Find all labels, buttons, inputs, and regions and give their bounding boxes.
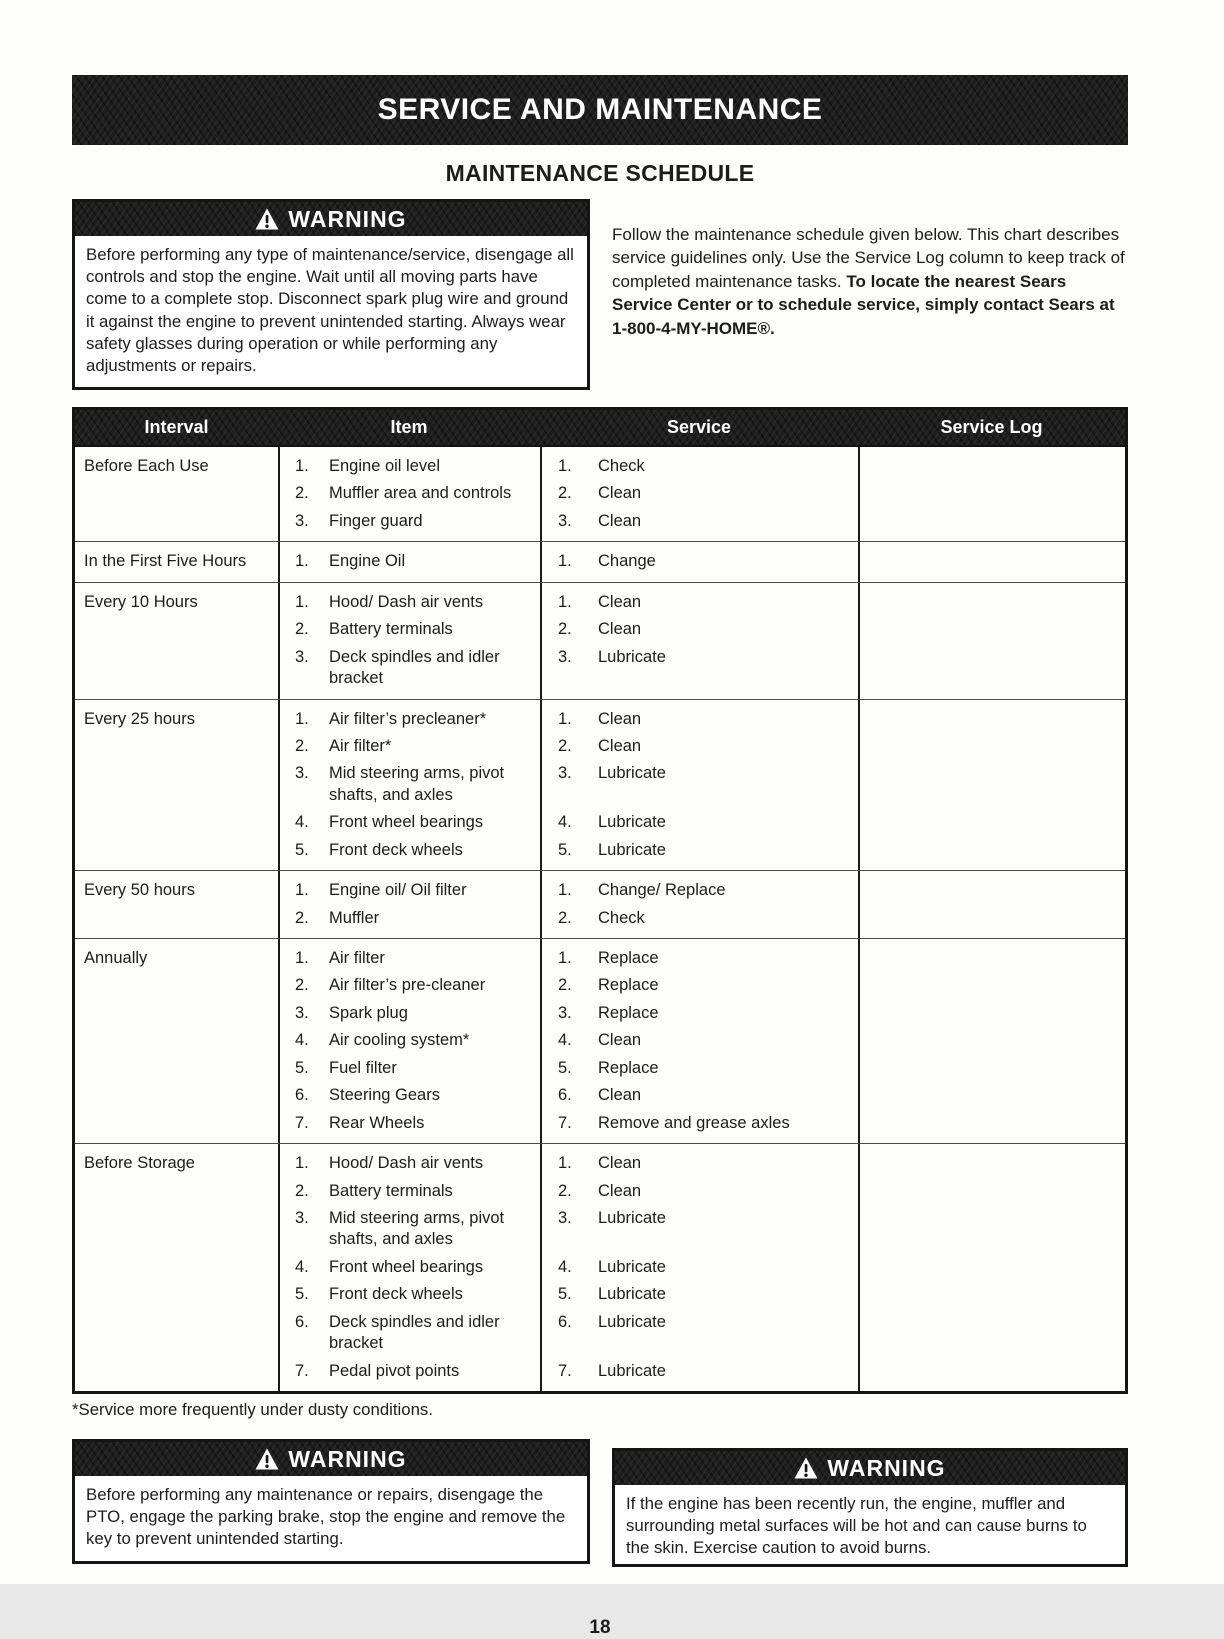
item-text: Finger guard [329,511,423,530]
service-number: 2. [558,1181,572,1200]
item-number: 3. [295,647,309,666]
service-entry [540,700,858,733]
page-number: 18 [589,1616,611,1638]
table-body [75,447,1125,1391]
service-number: 2. [558,484,572,503]
warning-header [75,1442,587,1476]
service-text: Lubricate [598,647,666,666]
warning-label: WARNING [288,1445,407,1472]
item-text: Battery terminals [329,1181,453,1200]
service-text: Check [598,457,645,476]
bottom-section [72,1439,1128,1567]
service-entry [540,1055,858,1082]
table-header-row [75,410,1125,447]
interval-cell: Before Each Use [84,457,209,476]
service-number: 6. [558,1086,572,1105]
service-number: 1. [558,881,572,900]
service-number: 3. [558,764,572,783]
service-entry [540,1027,858,1054]
warning-text: Before performing any maintenance or repairs, disengage the PTO, engage the parking brake, stop the engine and remove the key to prevent unintended starting. [86,1485,566,1549]
service-number: 2. [558,976,572,995]
service-text: Clean [598,709,642,728]
service-text: Clean [598,484,642,503]
service-entry [540,1178,858,1205]
item-entry [278,1110,540,1143]
service-text: Lubricate [598,1361,666,1380]
service-entry [540,644,858,699]
service-number: 1. [558,592,572,611]
service-entry [540,1205,858,1254]
item-text: Mid steering arms, pivot shafts, and axles [329,1208,505,1249]
warning-triangle-icon [255,1448,279,1470]
item-text: Front deck wheels [329,1285,463,1304]
service-number: 2. [558,736,572,755]
table-row [75,699,1125,871]
item-text: Rear Wheels [329,1113,425,1132]
service-entry [540,809,858,836]
item-number: 7. [295,1113,309,1132]
section-banner-title: SERVICE AND MAINTENANCE [377,93,823,126]
service-text: Clean [598,1154,642,1173]
item-number: 2. [295,736,309,755]
item-number: 6. [295,1086,309,1105]
item-entry [278,542,540,581]
service-text: Replace [598,1003,659,1022]
item-number: 1. [295,552,309,571]
service-entry [540,583,858,616]
service-number: 5. [558,1285,572,1304]
service-number: 2. [558,620,572,639]
item-entry [278,972,540,999]
page-content [72,0,1128,1639]
service-text: Replace [598,1058,659,1077]
item-text: Hood/ Dash air vents [329,592,484,611]
item-entry [278,809,540,836]
service-text: Lubricate [598,840,666,859]
service-entry [540,871,858,904]
item-entry [278,1358,540,1391]
service-entry [540,972,858,999]
item-entry [278,905,540,938]
warning-label: WARNING [288,205,407,232]
interval-cell: Every 10 Hours [84,592,198,611]
service-number: 5. [558,840,572,859]
item-number: 6. [295,1312,309,1331]
column-header-service: Service [666,417,732,438]
item-number: 4. [295,1257,309,1276]
item-text: Spark plug [329,1003,408,1022]
maintenance-schedule-table [72,407,1128,1394]
warning-header [75,202,587,236]
item-text: Pedal pivot points [329,1361,460,1380]
warning-header [615,1451,1125,1485]
warning-triangle-icon [255,208,279,230]
item-number: 3. [295,764,309,783]
service-entry [540,1254,858,1281]
item-text: Mid steering arms, pivot shafts, and axles [329,764,505,804]
service-text: Clean [598,620,642,639]
item-entry [278,1178,540,1205]
service-number: 1. [558,709,572,728]
intro-paragraph [612,199,1128,340]
service-text: Remove and grease axles [598,1113,790,1132]
service-number: 3. [558,511,572,530]
item-text: Battery terminals [329,620,453,639]
item-entry [278,700,540,733]
service-number: 4. [558,1031,572,1050]
interval-cell: Annually [84,949,148,968]
service-entry [540,760,858,809]
item-entry [278,1144,540,1177]
service-log-cell [858,939,1125,1143]
item-entry [278,1055,540,1082]
item-entry [278,1082,540,1109]
item-entry [278,616,540,643]
interval-cell: In the First Five Hours [84,552,247,571]
interval-cell: Every 25 hours [84,709,195,728]
service-entry [540,480,858,507]
column-header-interval: Interval [144,417,209,438]
service-text: Clean [598,1181,642,1200]
item-text: Muffler [329,908,380,927]
item-entry [278,837,540,870]
service-number: 7. [558,1361,572,1380]
table-row [75,870,1125,938]
warning-box-top [72,199,590,390]
item-number: 2. [295,908,309,927]
service-text: Lubricate [598,764,666,783]
service-text: Replace [598,976,659,995]
item-number: 5. [295,840,309,859]
service-entry [540,733,858,760]
item-number: 2. [295,1181,309,1200]
table-row [75,541,1125,581]
service-number: 1. [558,552,572,571]
service-text: Change [598,552,656,571]
table-footnote: *Service more frequently under dusty conditions. [72,1400,433,1420]
item-number: 3. [295,1208,309,1227]
item-entry [278,644,540,699]
item-number: 1. [295,592,309,611]
warning-text: Before performing any type of maintenance/service, disengage all controls and stop the engine. Wait until all moving parts have come to a complete stop. Disconnect spark plug wire and ground it against the engine to prevent unintended starting. Always wear safety glasses during operation or while performing any adjustments or repairs. [86,245,574,375]
table-row [75,1143,1125,1391]
item-text: Deck spindles and idler bracket [329,1312,500,1353]
table-row [75,447,1125,541]
top-section [72,199,1128,390]
table-row [75,938,1125,1143]
service-log-cell [858,542,1125,581]
intro-text-normal: Follow the maintenance schedule given below. This chart describes service guidelines only. Use the Service Log column to keep track of completed maintenance tasks. [612,225,1125,291]
item-entry [278,1205,540,1254]
item-entry [278,583,540,616]
service-number: 1. [558,457,572,476]
service-text: Replace [598,949,659,968]
service-entry [540,447,858,480]
item-text: Hood/ Dash air vents [329,1154,484,1173]
service-entry [540,905,858,938]
item-text: Steering Gears [329,1086,440,1105]
item-text: Air cooling system* [329,1031,470,1050]
table-row [75,582,1125,699]
service-text: Lubricate [598,1257,666,1276]
service-number: 3. [558,1003,572,1022]
item-text: Front deck wheels [329,840,463,859]
item-text: Front wheel bearings [329,1257,484,1276]
service-number: 4. [558,1257,572,1276]
service-log-cell [858,1144,1125,1391]
service-number: 4. [558,813,572,832]
item-text: Engine oil/ Oil filter [329,881,467,900]
item-text: Deck spindles and idler bracket [329,647,500,688]
item-text: Engine Oil [329,552,406,571]
service-text: Clean [598,1086,642,1105]
service-text: Lubricate [598,1285,666,1304]
service-text: Lubricate [598,813,666,832]
item-text: Air filter* [329,736,392,755]
item-number: 1. [295,881,309,900]
service-number: 3. [558,1208,572,1227]
item-text: Engine oil level [329,457,440,476]
service-text: Clean [598,736,642,755]
item-text: Air filter’s pre-cleaner [329,976,486,995]
item-entry [278,447,540,480]
warning-triangle-icon [794,1457,818,1479]
item-text: Muffler area and controls [329,484,512,503]
item-number: 2. [295,620,309,639]
column-header-item: Item [390,417,428,438]
item-text: Air filter’s precleaner* [329,709,487,728]
service-text: Clean [598,511,642,530]
warning-box-bottom-left [72,1439,590,1564]
service-number: 1. [558,949,572,968]
service-log-cell [858,871,1125,938]
service-entry [540,1110,858,1143]
service-text: Clean [598,592,642,611]
service-entry [540,1309,858,1358]
column-header-service-log: Service Log [940,417,1043,438]
item-number: 1. [295,709,309,728]
service-text: Lubricate [598,1312,666,1331]
service-log-cell [858,447,1125,541]
service-entry [540,1000,858,1027]
service-number: 6. [558,1312,572,1331]
item-entry [278,733,540,760]
item-entry [278,1309,540,1358]
item-number: 1. [295,457,309,476]
item-number: 5. [295,1285,309,1304]
service-entry [540,616,858,643]
item-number: 7. [295,1361,309,1380]
item-entry [278,760,540,809]
service-entry [540,1281,858,1308]
item-number: 4. [295,813,309,832]
intro-text-bold: To locate the nearest Sears Service Center or to schedule service, simply contact Sears at 1-800-4-MY-HOME®. [612,271,1115,338]
page-title: MAINTENANCE SCHEDULE [445,160,755,186]
item-number: 3. [295,511,309,530]
interval-cell: Every 50 hours [84,881,195,900]
item-entry [278,871,540,904]
service-text: Check [598,908,645,927]
interval-cell: Before Storage [84,1154,195,1173]
item-entry [278,508,540,541]
item-entry [278,1000,540,1027]
item-entry [278,480,540,507]
section-banner [72,75,1128,145]
item-number: 4. [295,1031,309,1050]
service-text: Clean [598,1031,642,1050]
item-number: 2. [295,484,309,503]
item-text: Fuel filter [329,1058,397,1077]
service-log-cell [858,583,1125,699]
item-number: 2. [295,976,309,995]
service-entry [540,1144,858,1177]
service-number: 3. [558,647,572,666]
item-entry [278,939,540,972]
item-text: Air filter [329,949,385,968]
item-text: Front wheel bearings [329,813,484,832]
service-entry [540,1082,858,1109]
service-entry [540,1358,858,1391]
service-entry [540,542,858,581]
service-number: 5. [558,1058,572,1077]
item-entry [278,1281,540,1308]
service-text: Change/ Replace [598,881,726,900]
item-number: 1. [295,1154,309,1173]
service-number: 1. [558,1154,572,1173]
service-entry [540,837,858,870]
warning-box-bottom-right [612,1448,1128,1567]
service-text: Lubricate [598,1208,666,1227]
item-number: 5. [295,1058,309,1077]
service-entry [540,939,858,972]
service-entry [540,508,858,541]
service-number: 7. [558,1113,572,1132]
warning-label: WARNING [827,1454,946,1481]
service-log-cell [858,700,1125,871]
service-number: 2. [558,908,572,927]
item-number: 1. [295,949,309,968]
item-entry [278,1254,540,1281]
warning-text: If the engine has been recently run, the engine, muffler and surrounding metal surfaces will be hot and can cause burns to the skin. Exercise caution to avoid burns. [626,1494,1087,1558]
item-number: 3. [295,1003,309,1022]
item-entry [278,1027,540,1054]
